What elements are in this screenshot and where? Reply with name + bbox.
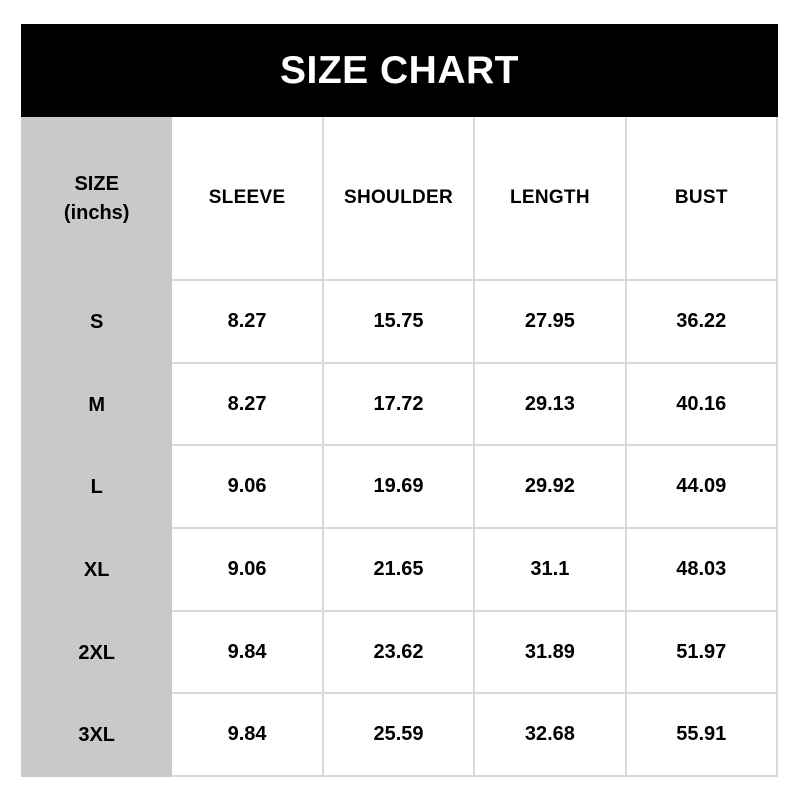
cell-2xl-sleeve: 9.84 [172, 612, 323, 695]
row-label-2xl: 2XL [21, 612, 172, 695]
cell-xl-bust: 48.03 [627, 529, 778, 612]
cell-xl-length: 31.1 [475, 529, 626, 612]
size-chart-sheet [21, 24, 778, 777]
cell-s-sleeve: 8.27 [172, 281, 323, 364]
cell-l-bust: 44.09 [627, 446, 778, 529]
cell-3xl-sleeve: 9.84 [172, 694, 323, 777]
cell-3xl-bust: 55.91 [627, 694, 778, 777]
column-header-sleeve: SLEEVE [172, 117, 323, 281]
cell-m-sleeve: 8.27 [172, 364, 323, 447]
column-header-bust: BUST [627, 117, 778, 281]
cell-s-shoulder: 15.75 [324, 281, 475, 364]
cell-2xl-shoulder: 23.62 [324, 612, 475, 695]
row-label-m: M [21, 364, 172, 447]
row-label-l: L [21, 446, 172, 529]
column-header-shoulder: SHOULDER [324, 117, 475, 281]
cell-s-bust: 36.22 [627, 281, 778, 364]
cell-m-shoulder: 17.72 [324, 364, 475, 447]
row-label-3xl: 3XL [21, 694, 172, 777]
page-title: SIZE CHART [280, 48, 519, 92]
corner-header-cell [21, 117, 172, 281]
cell-m-length: 29.13 [475, 364, 626, 447]
cell-2xl-length: 31.89 [475, 612, 626, 695]
cell-3xl-shoulder: 25.59 [324, 694, 475, 777]
cell-2xl-bust: 51.97 [627, 612, 778, 695]
cell-l-shoulder: 19.69 [324, 446, 475, 529]
title-bar [21, 24, 778, 117]
cell-l-length: 29.92 [475, 446, 626, 529]
cell-m-bust: 40.16 [627, 364, 778, 447]
size-table [21, 117, 778, 777]
column-header-length: LENGTH [475, 117, 626, 281]
cell-xl-sleeve: 9.06 [172, 529, 323, 612]
cell-s-length: 27.95 [475, 281, 626, 364]
row-label-s: S [21, 281, 172, 364]
cell-3xl-length: 32.68 [475, 694, 626, 777]
cell-l-sleeve: 9.06 [172, 446, 323, 529]
corner-header-line2: (inchs) [63, 202, 130, 224]
corner-header-line1: SIZE [74, 173, 119, 195]
row-label-xl: XL [21, 529, 172, 612]
cell-xl-shoulder: 21.65 [324, 529, 475, 612]
